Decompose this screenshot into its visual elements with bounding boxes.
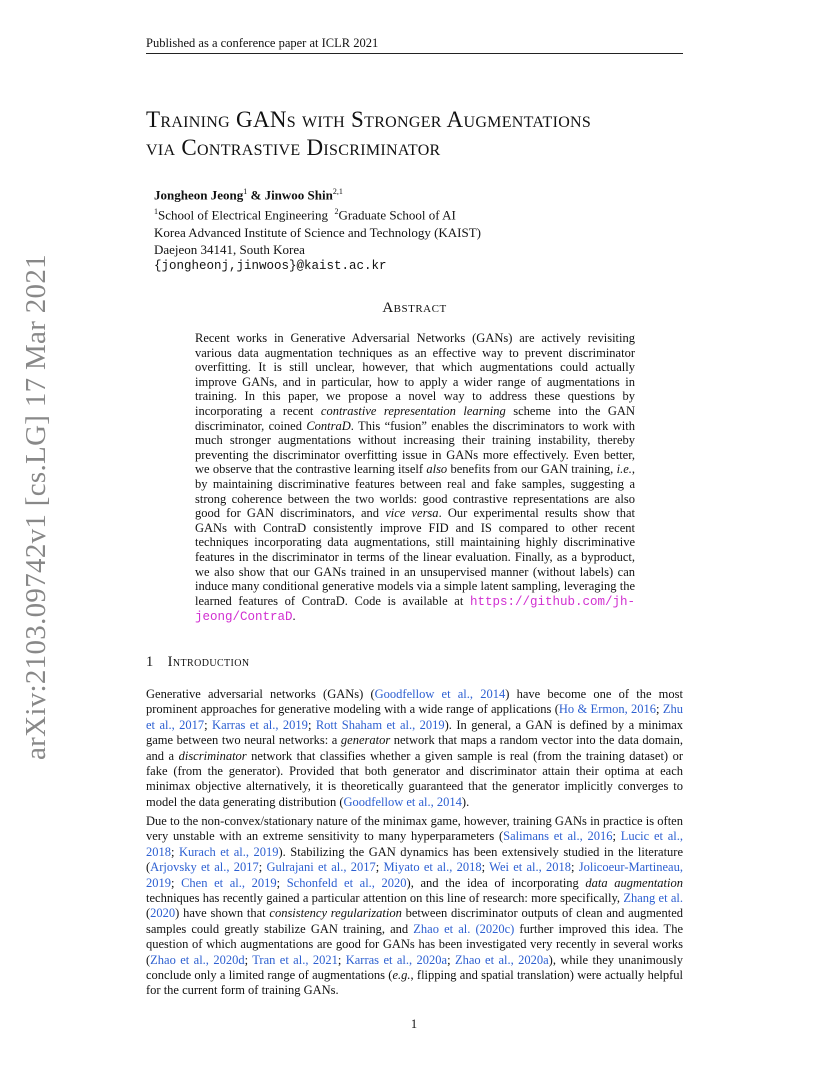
body-text: ; <box>307 717 316 732</box>
paper-title <box>146 106 706 162</box>
body-text: between discriminator outputs of clean and augmented samples could greatly stabilize GAN training, and <box>146 906 684 936</box>
emphasis: discriminator <box>178 748 247 763</box>
citation-link[interactable]: 2020 <box>150 906 176 921</box>
citation-link[interactable]: Salimans et al., 2016 <box>503 829 613 844</box>
address: Daejeon 34141, South Korea <box>154 241 305 257</box>
body-text: ) have become one of the most prominent approaches for generative modeling with a wide range of applications ( <box>146 687 683 717</box>
citation-link[interactable]: Zhao et al. (2020c) <box>413 921 515 936</box>
author-sup-a: 1 <box>243 187 248 196</box>
body-text: ). <box>461 794 470 809</box>
body-text: ( <box>146 906 151 921</box>
aff-sup-1: 1 <box>154 207 158 217</box>
body-text: Due to the non-convex/stationary nature of the minimax game, however, training GANs in practice is often very unstable with an extreme sensitivity to many hyperparameters ( <box>146 814 683 844</box>
body-text: ), and the idea of incorporating <box>406 875 586 890</box>
citation-link[interactable]: Gulrajani et al., 2017 <box>266 860 376 875</box>
author-amp: & <box>247 187 265 203</box>
body-text: Generative adversarial networks (GANs) ( <box>146 687 375 701</box>
body-text: ; <box>171 875 182 890</box>
abstract-emphasis: i.e. <box>616 462 632 477</box>
body-text: ; <box>571 860 579 875</box>
author-name-b: Jinwoo Shin <box>264 187 333 203</box>
abstract-emphasis: contrastive representation learning <box>320 403 506 418</box>
emphasis: data augmentation <box>585 875 684 890</box>
arxiv-identifier: arXiv:2103.09742v1 [cs.LG] 17 Mar 2021 <box>20 254 52 760</box>
institute: Korea Advanced Institute of Science and Technology (KAIST) <box>154 224 481 240</box>
title-line-1: Training GANs with Stronger Augmentations <box>146 107 592 132</box>
body-text: ; <box>375 860 384 875</box>
citation-link[interactable]: Ho & Ermon, 2016 <box>558 702 657 717</box>
section-heading-introduction <box>146 654 250 671</box>
citation-link[interactable]: Miyato et al., 2018 <box>383 860 482 875</box>
citation-link[interactable]: Chen et al., 2019 <box>181 875 277 890</box>
affiliation-2: Graduate School of AI <box>338 207 456 223</box>
citation-link[interactable]: Zhang et al. <box>623 891 683 906</box>
body-text: network that maps a random vector into the data domain, and a <box>146 733 683 763</box>
page-number: 1 <box>410 1017 418 1031</box>
citation-link[interactable]: Goodfellow et al., 2014 <box>374 687 506 701</box>
body-text: ), while they unanimously conclude only a limited range of augmentations ( <box>146 952 683 983</box>
body-text: ; <box>447 952 455 967</box>
body-text: , flipping and spatial translation) were actually helpful for the current form of training GANs. <box>146 968 683 998</box>
abstract-text: benefits from our GAN training, <box>447 462 617 477</box>
author-sup-b: 2,1 <box>332 187 343 196</box>
body-text: ; <box>337 952 346 967</box>
citation-link[interactable]: Zhao et al., 2020d <box>150 952 245 967</box>
author-block <box>154 183 654 275</box>
intro-paragraph-1 <box>146 687 683 810</box>
citation-link[interactable]: Rott Shaham et al., 2019 <box>315 717 445 732</box>
body-text: network that classifies whether a given sample is real (from the training dataset) or fake (from the generator). Provided that both generator and discriminator attain their optima at each minimax objective alternatively, it is theoretically guaranteed that the generator implicitly converges to model the data generating distribution ( <box>146 748 684 809</box>
citation-link[interactable]: Jolicoeur-Martineau, 2019 <box>146 860 683 890</box>
abstract-emphasis: ContraD <box>306 418 351 433</box>
header-rule <box>146 53 683 54</box>
citation-link[interactable]: Schonfeld et al., 2020 <box>286 875 407 890</box>
author-email: {jongheonj,jinwoos}@kaist.ac.kr <box>154 258 387 273</box>
body-text: ). Stabilizing the GAN dynamics has been extensively studied in the literature ( <box>146 844 683 875</box>
body-text: ; <box>204 717 213 732</box>
body-text: ) have shown that <box>175 906 270 921</box>
body-text: ; <box>612 829 621 844</box>
abstract-text: . Our experimental results show that GANs with ContraD consistently improve FID and IS compared to other recent techniques incorporating data augmentations, still maintaining highly discriminative features in the discriminator in terms of the linear evaluation. Finally, as a byproduct, we also show that our GANs trained in an unsupervised manner (without labels) can induce many conditional generative models via a simple latent sampling, leveraging the learned features of ContraD. Code is available at <box>195 506 635 608</box>
body-text: techniques has recently gained a particular attention on this line of research: more specifically, <box>146 891 624 906</box>
abstract-heading: Abstract <box>382 300 447 316</box>
title-line-2: via Contrastive Discriminator <box>146 135 441 160</box>
citation-link[interactable]: Karras et al., 2020a <box>345 952 448 967</box>
emphasis: consistency regularization <box>269 906 402 921</box>
abstract-text: scheme into the GAN discriminator, coined <box>195 403 635 433</box>
citation-link[interactable]: Goodfellow et al., 2014 <box>343 794 462 809</box>
section-title: Introduction <box>167 654 250 670</box>
section-number: 1 <box>146 654 154 670</box>
code-link[interactable]: https://github.com/jh-jeong/ContraD <box>195 594 635 625</box>
body-text: ). In general, a GAN is defined by a minimax game between two neural networks: a <box>146 717 683 748</box>
abstract-text: . <box>292 609 296 624</box>
emphasis: generator <box>340 733 391 748</box>
body-text: ; <box>171 844 179 859</box>
body-text: ; <box>656 702 663 717</box>
affiliations <box>154 203 654 223</box>
emphasis: e.g. <box>392 968 411 983</box>
abstract-emphasis: vice versa <box>385 506 439 521</box>
body-text: ; <box>276 875 287 890</box>
abstract-text: . This “fusion” enables the discriminators to work with much stronger augmentations without increasing their training instability, thereby preventing the discriminator overfitting issue in GANs more effectively. Even better, we observe that the contrastive learning itself <box>195 418 635 477</box>
abstract-text: , by maintaining discriminative features between real and fake samples, suggesting a strong coherence between the two worlds: good contrastive representations are also good for GAN discriminators, and <box>195 462 635 521</box>
citation-link[interactable]: Kurach et al., 2019 <box>178 844 279 859</box>
author-name-a: Jongheon Jeong <box>154 187 244 203</box>
body-text: ; <box>244 952 253 967</box>
abstract-text: Recent works in Generative Adversarial Networks (GANs) are actively revisiting various data augmentation techniques as an effective way to prevent discriminator overfitting. It is still unclear, however, that which augmentations could actually improve GANs, and in particular, how to apply a wider range of augmentations in training. In this paper, we propose a novel way to address these questions by incorporating a recent <box>195 331 635 418</box>
intro-paragraph-2 <box>146 814 683 999</box>
author-names <box>154 183 654 203</box>
citation-link[interactable]: Karras et al., 2019 <box>212 717 308 732</box>
citation-link[interactable]: Lucic et al., 2018 <box>146 829 683 859</box>
body-text: further improved this idea. The question of which augmentations are good for GANs has been investigated very recently in several works ( <box>146 921 683 967</box>
affiliation-1: School of Electrical Engineering <box>158 207 329 223</box>
citation-link[interactable]: Wei et al., 2018 <box>489 860 572 875</box>
running-header: Published as a conference paper at ICLR 2021 <box>146 36 379 50</box>
body-text: ; <box>258 860 267 875</box>
citation-link[interactable]: Tran et al., 2021 <box>252 952 338 967</box>
citation-link[interactable]: Zhu et al., 2017 <box>146 702 683 732</box>
abstract-emphasis: also <box>426 462 448 477</box>
citation-link[interactable]: Zhao et al., 2020a <box>454 952 549 967</box>
aff-sup-2: 2 <box>334 207 339 217</box>
citation-link[interactable]: Arjovsky et al., 2017 <box>150 860 259 875</box>
body-text: ; <box>481 860 490 875</box>
abstract-body <box>195 331 635 625</box>
